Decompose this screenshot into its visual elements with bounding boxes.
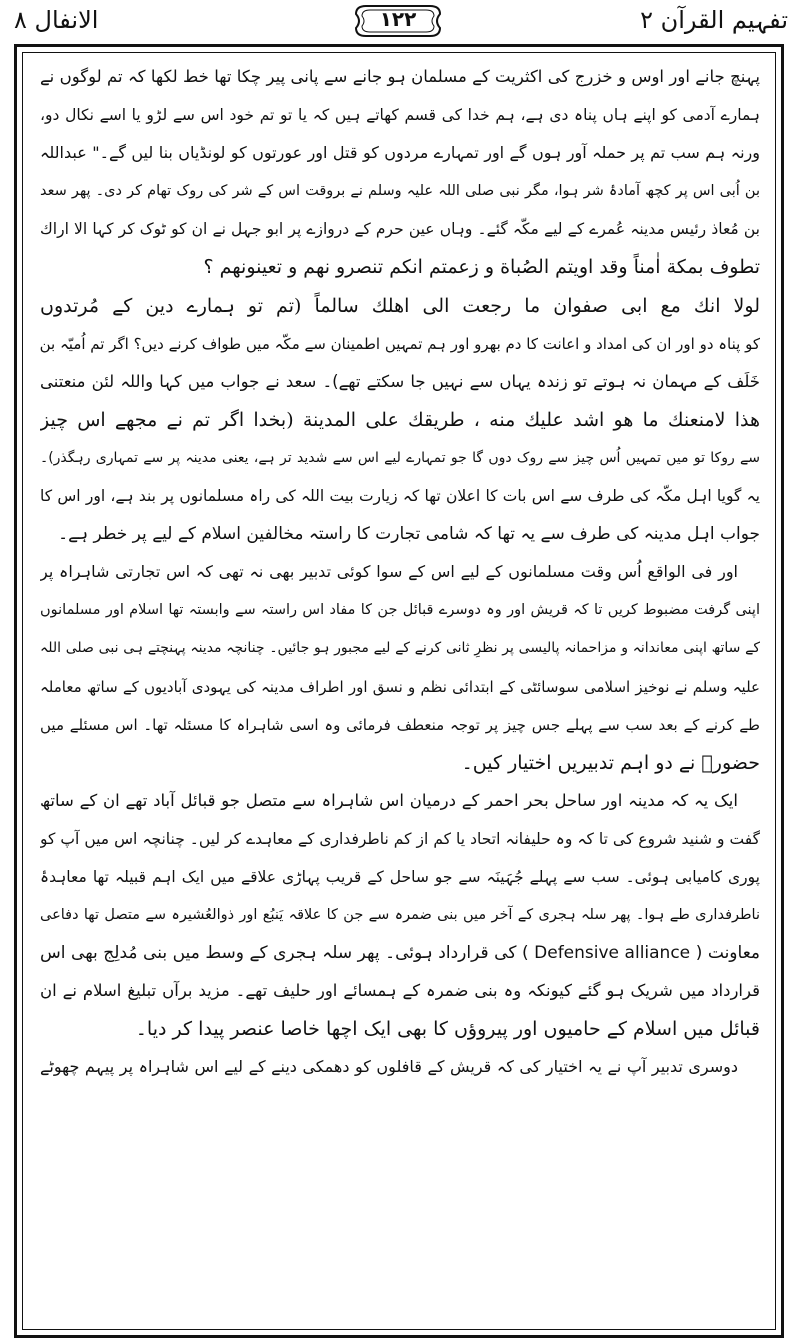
text-line: لولا انك مع ابى صفوان ما رجعت الى اهلك سالماً (تم تو ہمارے دین کے مُرتدوں [40,294,760,317]
text-line: جواب اہل مدینہ کی طرف سے یہ تھا کہ شامی تجارت کا راستہ مخالفین اسلام کے لیے پر خطر ہے۔ [58,524,760,545]
text-line: اور فی الواقع اُس وقت مسلمانوں کے لیے اس کے سوا کوئی تدبیر بھی نہ تھی کہ اس تجارتی شاہراہ پر [40,562,738,582]
page-number: ۱۲۲ [379,7,417,31]
text-line: یہ گویا اہل مکّہ کی طرف سے اس بات کا اعلان تھا کہ زیارت بیت اللہ کی راہ مسلمانوں پر بند ہے، اور اس کا [40,487,760,506]
text-line: گفت و شنید شروع کی تا کہ وہ حلیفانہ اتحاد یا کم از کم ناطرفداری کے معاہدے کر لیں۔ چنانچہ اس میں آپ کو [40,829,760,848]
text-line: بن اُبی اس پر کچھ آمادۂ شر ہوا، مگر نبی صلی اللہ علیہ وسلم نے بروقت اس کے شر کی روک تھام کر دی۔ پھر سعد [40,183,760,200]
text-line: علیہ وسلم نے نوخیز اسلامی سوسائٹی کے ابتدائی نظم و نسق اور اطراف مدینہ کی یہودی آبادیوں کے ساتھ معاملہ [40,677,760,696]
text-line: ورنہ ہم سب تم پر حملہ آور ہوں گے اور تمہارے مردوں کو قتل اور عورتوں کو لونڈیاں بنا لیں گے۔" عبداللہ [40,143,760,163]
text-line: حضورؐ نے دو اہم تدبیریں اختیار کیں۔ [461,751,760,774]
text-line: پوری کامیابی ہوئی۔ سب سے پہلے جُہَینَہ سے جو ساحل کے قریب پہاڑی علاقے میں ایک اہم قبیلہ تھا معاہدۂ [40,867,760,886]
text-line: بن مُعاذ رئیس مدینہ عُمرے کے لیے مکّہ گئے۔ وہاں عین حرم کے دروازے پر ابو جہل نے ان کو ٹوک کر کہا الا اراك [40,220,760,239]
page-number-ornament [352,2,444,40]
text-line: ناطرفداری طے ہوا۔ پھر سلہ ہجری کے آخر میں بنی ضمرہ سے جن کا علاقہ یَنبُع اور ذوالعُشیرہ سے متصل تھا دفاعی [40,907,760,924]
text-line: سے روکا تو میں تمہیں اُس چیز سے روک دوں گا جو تمہارے لیے اس سے شدید تر ہے، یعنی مدینہ پر سے تمہاری رہگذر)۔ [40,449,760,466]
book-title: تفہیم القرآن ۲ [640,6,788,34]
text-line: قرارداد میں شریک ہو گئے کیونکہ وہ بنی ضمرہ کے ہمسائے اور حلیف تھے۔ مزید برآں تبلیغ اسلام نے ان [40,981,760,1001]
text-line: معاونت ( Defensive alliance ) کی قرارداد ہوئی۔ پھر سلہ ہجری کے وسط میں بنی مُدلِج بھی اس [40,943,760,964]
text-line: ایک یہ کہ مدینہ اور ساحل بحر احمر کے درمیان اس شاہراہ سے متصل جو قبائل آباد تھے ان کے ساتھ [40,790,738,810]
text-line: کے ساتھ اپنی معاندانہ و مزاحمانہ پالیسی پر نظرِ ثانی کرنے کے لیے مجبور ہو جائیں۔ چنانچہ مدینہ پہنچتے ہی نبی صلی اللہ [40,640,760,657]
text-line: خَلَف کے مہمان نہ ہوتے تو زندہ یہاں سے نہیں جا سکتے تھے)۔ سعد نے جواب میں کہا واللہ لئن منعتنى [40,371,760,391]
text-line: دوسری تدبیر آپ نے یہ اختیار کی کہ قریش کے قافلوں کو دھمکی دینے کے لیے اس شاہراہ پر پیہم چھوٹے [40,1057,738,1077]
text-line: اپنی گرفت مضبوط کریں تا کہ قریش اور وہ دوسرے قبائل جن کا مفاد اس راستہ سے وابستہ تھا اسلام اور مسلمانوں [40,602,760,619]
body-text [40,58,760,1328]
text-line: قبائل میں اسلام کے حامیوں اور پیروؤں کا بھی ایک اچھا خاصا عنصر پیدا کر دیا۔ [135,1018,760,1041]
text-line: ہمارے آدمی کو اپنے ہاں پناہ دی ہے، ہم خدا کی قسم کھاتے ہیں کہ یا تو تم خود اس سے لڑو یا اسے نکال دو، [40,106,760,125]
text-line: هذا لامنعنك ما هو اشد عليك منه ، طريقك على المدينة (بخدا اگر تم نے مجھے اس چیز [40,408,760,431]
text-line: طے کرنے کے بعد سب سے پہلے جس چیز پر توجہ منعطف فرمائی وہ اسی شاہراہ کا مسئلہ تھا۔ اس مسئلے میں [40,715,760,734]
text-line: تطوف بمكة اٰمناً وقد اويتم الصُباة و زعمتم انكم تنصرو نهم و تعينونهم ؟ [203,256,760,279]
page-header [0,0,800,46]
text-line: پہنچ جانے اور اوس و خزرج کی اکثریت کے مسلمان ہو جانے سے پانی پیر چکا تھا خط لکھا کہ تم لوگوں نے [40,67,760,86]
surah-title: الانفال ۸ [14,6,99,34]
text-line: کو پناہ دو اور ان کی امداد و اعانت کا دم بھرو اور ہم تمہیں اطمینان سے مکّہ میں طواف کرنے دیں؟ اگر تم اُمیّہ بن [40,334,760,353]
